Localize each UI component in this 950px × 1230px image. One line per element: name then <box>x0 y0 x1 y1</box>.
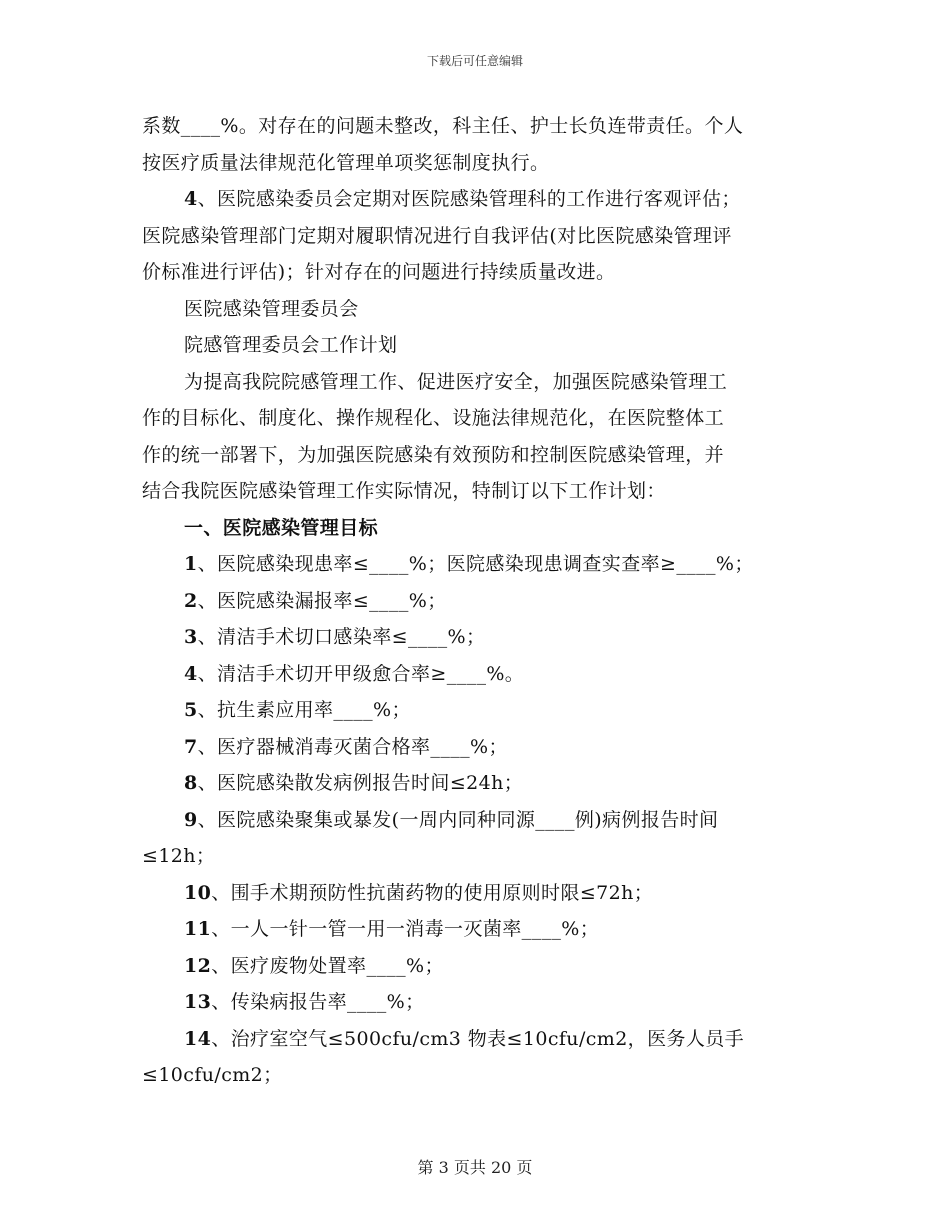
item-number: 8 <box>184 772 198 794</box>
line-text: 、医疗废物处置率____%； <box>211 954 444 977</box>
line-text: 医院感染管理委员会 <box>184 297 359 320</box>
item-number: 5 <box>184 699 198 721</box>
text-line <box>142 510 810 547</box>
text-line <box>142 437 810 474</box>
page-footer: 第 3 页共 20 页 <box>417 1158 533 1177</box>
text-line <box>142 546 810 583</box>
text-line <box>142 948 810 985</box>
text-line <box>142 765 810 802</box>
text-line <box>142 1057 810 1094</box>
text-line <box>142 692 810 729</box>
item-number: 11 <box>184 918 212 940</box>
item-number: 7 <box>184 735 198 758</box>
text-line <box>142 984 810 1021</box>
text-line <box>142 254 810 291</box>
line-text: 结合我院医院感染管理工作实际情况，特制订以下工作计划： <box>142 480 666 502</box>
item-number: 12 <box>184 954 212 977</box>
line-text: 、治疗室空气≤500cfu/cm3 物表≤10cfu/cm2，医务人员手 <box>211 1027 745 1050</box>
item-number: 3 <box>184 626 198 648</box>
item-number: 2 <box>184 589 198 612</box>
item-number: 14 <box>184 1027 212 1050</box>
text-line <box>142 473 810 510</box>
line-text: 、抗生素应用率____%； <box>197 699 411 721</box>
text-line <box>142 911 810 948</box>
item-number: 13 <box>184 991 212 1013</box>
line-text: 价标准进行评估)；针对存在的问题进行持续质量改进。 <box>142 261 616 283</box>
text-line <box>142 802 810 839</box>
text-line <box>142 291 810 328</box>
text-line <box>142 583 810 620</box>
line-text: 、医院感染委员会定期对医院感染管理科的工作进行客观评估； <box>197 188 741 210</box>
item-number: 1 <box>184 553 198 575</box>
document-body <box>142 108 810 1094</box>
line-text: 一、医院感染管理目标 <box>184 516 379 539</box>
line-text: ≤12h； <box>142 845 216 867</box>
line-text: 作的统一部署下，为加强医院感染有效预防和控制医院感染管理，并 <box>142 443 725 466</box>
text-line <box>142 1021 810 1058</box>
text-line <box>142 364 810 401</box>
line-text: 作的目标化、制度化、操作规程化、设施法律规范化，在医院整体工 <box>142 407 725 429</box>
line-text: 、清洁手术切口感染率≤____%； <box>197 626 486 648</box>
item-number: 4 <box>184 188 198 210</box>
line-text: 、医院感染聚集或暴发(一周内同种同源____例)病例报告时间 <box>197 808 719 831</box>
text-line <box>142 145 810 182</box>
text-line <box>142 327 810 364</box>
item-number: 10 <box>184 881 212 904</box>
text-line <box>142 619 810 656</box>
text-line <box>142 218 810 255</box>
text-line <box>142 729 810 766</box>
line-text: 、一人一针一管一用一消毒一灭菌率____%； <box>211 918 600 940</box>
text-line <box>142 838 810 875</box>
text-line <box>142 400 810 437</box>
page-header: 下载后可任意编辑 <box>426 54 523 68</box>
line-text: 、清洁手术切开甲级愈合率≥____%。 <box>197 662 525 685</box>
line-text: 为提高我院院感管理工作、促进医疗安全，加强医院感染管理工 <box>184 370 728 393</box>
line-text: 、医院感染现患率≤____%；医院感染现患调查实查率≥____%； <box>197 553 754 575</box>
line-text: 、医院感染漏报率≤____%； <box>197 589 447 612</box>
line-text: 按医疗质量法律规范化管理单项奖惩制度执行。 <box>142 151 550 174</box>
item-number: 4 <box>184 662 198 685</box>
line-text: 、医院感染散发病例报告时间≤24h； <box>197 772 524 794</box>
text-line <box>142 108 810 145</box>
text-line <box>142 875 810 912</box>
line-text: 、传染病报告率____%； <box>211 991 425 1013</box>
item-number: 9 <box>184 808 198 831</box>
text-line <box>142 656 810 693</box>
line-text: 系数____%。对存在的问题未整改，科主任、护士长负连带责任。个人 <box>142 115 744 137</box>
line-text: 、围手术期预防性抗菌药物的使用原则时限≤72h； <box>211 881 654 904</box>
line-text: 、医疗器械消毒灭菌合格率____%； <box>197 735 508 758</box>
line-text: 院感管理委员会工作计划 <box>184 334 398 356</box>
line-text: ≤10cfu/cm2； <box>142 1064 283 1086</box>
text-line <box>142 181 810 218</box>
line-text: 医院感染管理部门定期对履职情况进行自我评估(对比医院感染管理评 <box>142 224 732 247</box>
